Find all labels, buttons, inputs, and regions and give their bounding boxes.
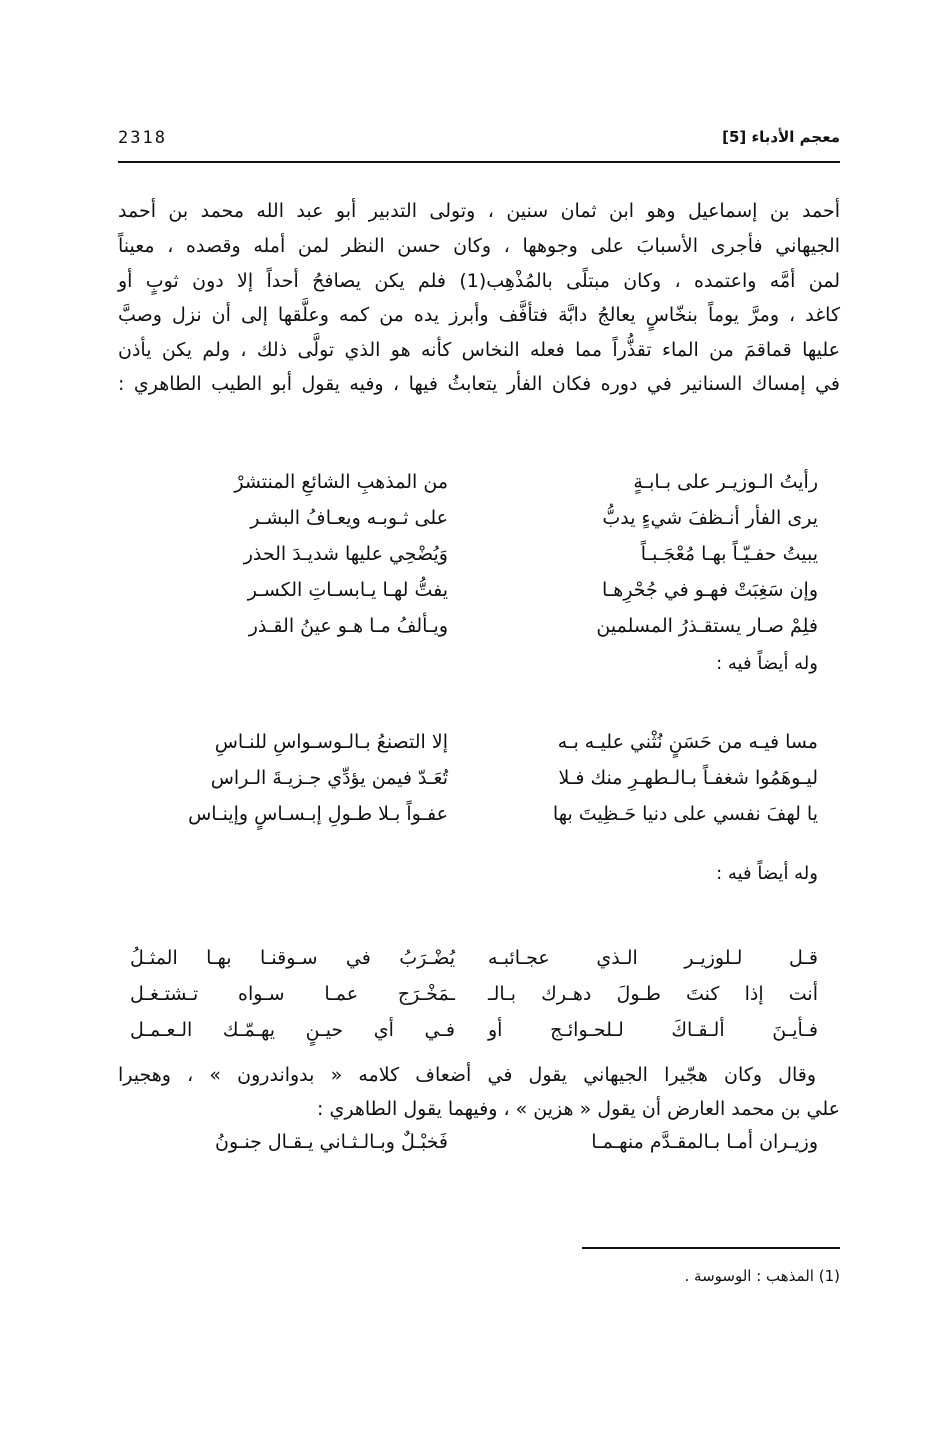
hemistich-second: إلا التصنعُ بـالـوسـواسِ للنـاسِ	[214, 731, 448, 753]
prose-line: عليها قماقمَ من الماء تقذُّراً مما فعله النخاس كأنه هو الذي تولَّى ذلك ، ولم يكن يأذن	[118, 339, 840, 361]
poem-intro: وله أيضاً فيه :	[716, 653, 818, 674]
page-number: 2318	[118, 128, 167, 148]
prose-line: كاغد ، ومرَّ يوماً بنخّاسٍ يعالجُ دابَّة فتأفَّف وأبرز يده من كمه وعلَّقها إلى أن نزل وصبَّ	[118, 304, 840, 326]
hemistich-second: يفتُّ لهـا يـابسـاتِ الكسـر	[247, 579, 448, 601]
verse	[130, 543, 818, 573]
footnote-rule	[582, 1247, 840, 1249]
hemistich-second: يُضْـرَبُ في سـوقنـا بهـا المثـلُ	[130, 947, 455, 969]
hemistich-first: يرى الفأر أنـظفَ شيءٍ يدبُّ	[602, 507, 818, 529]
hemistich-first: أنت إذا كنتَ طـولَ دهـرك بـالـ	[488, 983, 818, 1005]
prose-line: في إمساك السنانير في دوره فكان الفأر يتعابثُ فيها ، وفيه يقول أبو الطيب الطاهري :	[118, 373, 840, 395]
hemistich-first: وزيـران أمـا بـالمقـدَّم منهـمـا	[591, 1131, 818, 1153]
hemistich-second: تُعَـدّ فيمن يؤدِّي جـزيـةَ الـراس	[210, 767, 448, 789]
poem-intro: وله أيضاً فيه :	[716, 863, 818, 884]
verse	[130, 731, 818, 761]
hemistich-first: يبيتُ حفـيّـاً بهـا مُعْجَـبـاً	[640, 543, 818, 565]
hemistich-second: على ثـوبـه ويعـافُ البشـر	[250, 507, 448, 529]
hemistich-second: فـي أي حيـنٍ يهـمّـك الـعـمـل	[130, 1019, 455, 1041]
hemistich-first: قـل لـلوزيـر الـذي عجـائبـه	[488, 947, 818, 969]
hemistich-second: من المذهبِ الشائعِ المنتشرْ	[234, 471, 448, 493]
hemistich-first: يا لهفَ نفسي على دنيا حَـظِيتَ بها	[552, 803, 818, 825]
running-title: معجم الأدباء [5]	[722, 128, 840, 146]
hemistich-first: مسا فيـه من حَسَنٍ نُثْني عليـه بـه	[557, 731, 818, 753]
verse	[130, 579, 818, 609]
verse	[130, 803, 818, 833]
prose-line: لمن أمَّه واعتمده ، وكان مبتلًى بالمُذْهِب(1) فلم يكن يصافحُ أحداً إلا دون ثوبٍ أو	[118, 270, 840, 292]
verse	[130, 983, 818, 1013]
hemistich-first: رأيتُ الـوزيـر على بـابـةٍ	[633, 471, 818, 493]
verse	[130, 507, 818, 537]
hemistich-second: فَخبْـلٌ وبـالـثـاني يـقـال جنـونُ	[215, 1131, 448, 1153]
prose-line: علي بن محمد العارض أن يقول « هزين » ، وفيهما يقول الطاهري :	[317, 1098, 840, 1120]
verse	[130, 767, 818, 797]
verse	[130, 1131, 818, 1161]
verse	[130, 947, 818, 977]
hemistich-first: فـأيـنَ ألـقـاكَ لـلحـوائـج أو	[488, 1019, 818, 1041]
hemistich-first: وإن سَغِبَتْ فهـو في جُحْرِهـا	[601, 579, 818, 601]
verse	[130, 471, 818, 501]
hemistich-second: ويـألفُ مـا هـو عينُ القـذر	[248, 615, 448, 637]
header-rule	[118, 161, 840, 163]
hemistich-second: وَيُضْحِي عليها شديـدَ الحذر	[243, 543, 448, 565]
prose-line: الجيهاني فأجرى الأسبابَ على وجوهها ، وكان حسن النظر لمن أمله وقصده ، معيناً	[118, 235, 840, 257]
prose-line: وقال وكان هجّيرا الجيهاني يقول في أضعاف كلامه « بدواندرون » ، وهجيرا	[118, 1064, 816, 1086]
verse	[130, 1019, 818, 1049]
hemistich-first: ليـوهَمُوا شغفـاً بـالـطهـرِ منك فـلا	[558, 767, 818, 789]
hemistich-second: عفـواً بـلا طـولِ إبـسـاسٍ وإينـاس	[188, 803, 448, 825]
hemistich-second: ـمَخْـرَج عمـا سـواه تـشتـغـل	[130, 983, 455, 1005]
prose-line: أحمد بن إسماعيل وهو ابن ثمان سنين ، وتولى التدبير أبو عبد الله محمد بن أحمد	[118, 200, 840, 222]
hemistich-first: فلِمْ صـار يستقـذرُ المسلمين	[596, 615, 818, 637]
footnote: (1) المذهب : الوسوسة .	[684, 1267, 840, 1285]
verse	[130, 615, 818, 645]
